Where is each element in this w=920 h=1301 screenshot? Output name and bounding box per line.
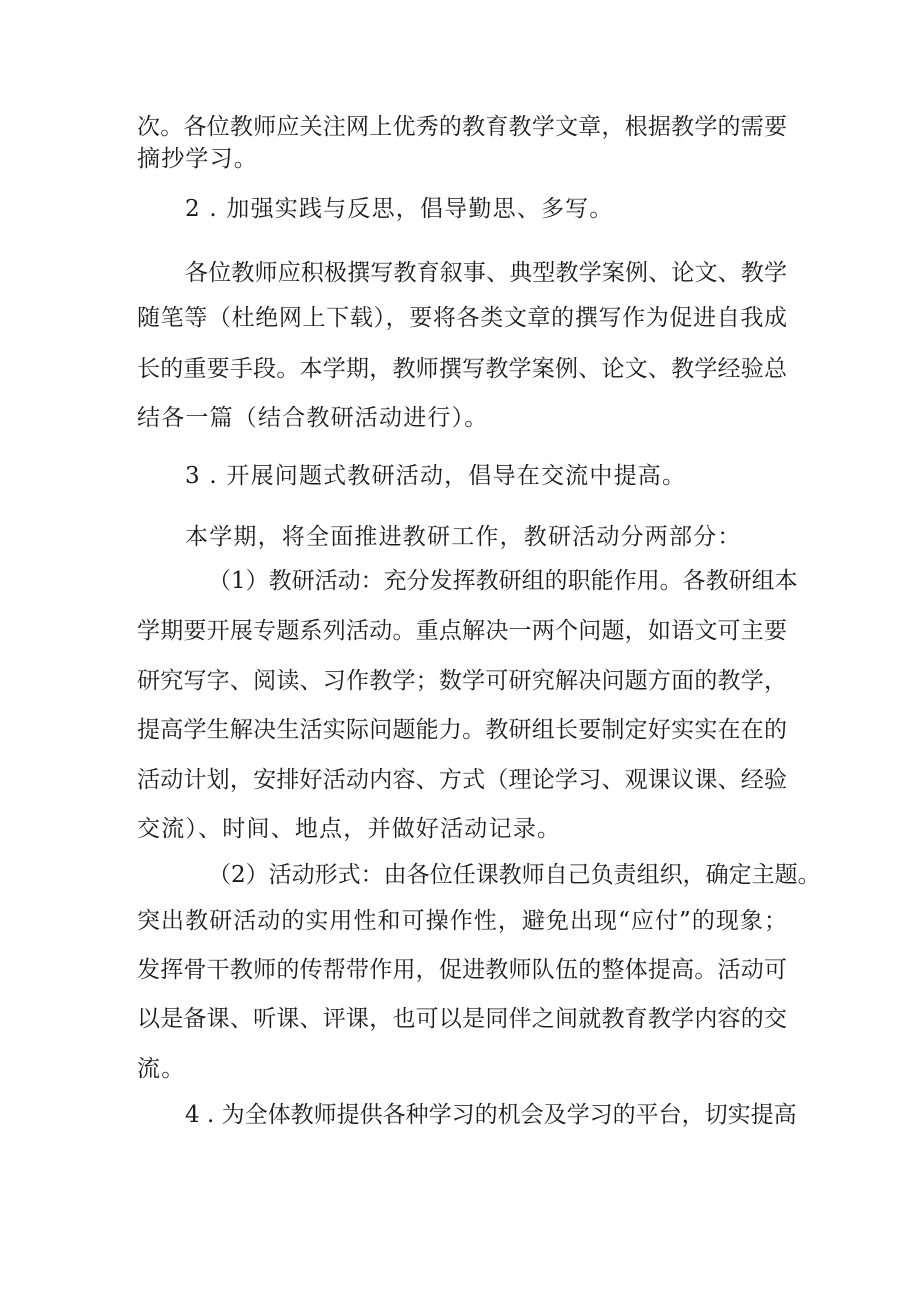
paragraph-line: 次。各位教师应关注网上优秀的教育教学文章，根据教学的需要	[137, 114, 787, 140]
section-heading-2: 2 . 加强实践与反思，倡导勤思、多写。	[185, 196, 614, 222]
paragraph-line: 发挥骨干教师的传帮带作用，促进教师队伍的整体提高。活动可	[137, 957, 787, 983]
paragraph-line: 交流）、时间、地点，并做好活动记录。	[137, 816, 562, 842]
paragraph-line: 提高学生解决生活实际问题能力。教研组长要制定好实实在在的	[137, 717, 787, 743]
paragraph-line: 随笔等（杜绝网上下载），要将各类文章的撰写作为促进自我成	[137, 305, 787, 331]
section-heading-3: 3 . 开展问题式教研活动，倡导在交流中提高。	[185, 463, 687, 489]
paragraph-line: 研究写字、阅读、习作教学；数学可研究解决问题方面的教学，	[137, 668, 787, 694]
paragraph-line: 活动计划，安排好活动内容、方式（理论学习、观课议课、经验	[137, 767, 787, 793]
list-item-1: （1）教研活动：充分发挥教研组的职能作用。各教研组本	[208, 568, 798, 594]
section-heading-4: 4 . 为全体教师提供各种学习的机会及学习的平台，切实提高	[185, 1102, 797, 1128]
paragraph-line: 以是备课、听课、评课，也可以是同伴之间就教育教学内容的交	[137, 1006, 787, 1032]
paragraph-line: 学期要开展专题系列活动。重点解决一两个问题，如语文可主要	[137, 618, 787, 644]
list-item-2: （2）活动形式：由各位任课教师自己负责组织，确定主题。	[208, 862, 821, 888]
paragraph-line: 流。	[137, 1056, 186, 1082]
paragraph-line: 各位教师应积极撰写教育叙事、典型教学案例、论文、教学	[185, 260, 787, 286]
paragraph-line: 摘抄学习。	[137, 146, 258, 172]
paragraph-line: 突出教研活动的实用性和可操作性，避免出现“应付”的现象；	[137, 908, 787, 934]
paragraph-line: 长的重要手段。本学期，教师撰写教学案例、论文、教学经验总	[137, 356, 787, 382]
paragraph-line: 结各一篇（结合教研活动进行）。	[137, 405, 489, 431]
paragraph-line: 本学期，将全面推进教研工作，教研活动分两部分：	[185, 524, 742, 550]
